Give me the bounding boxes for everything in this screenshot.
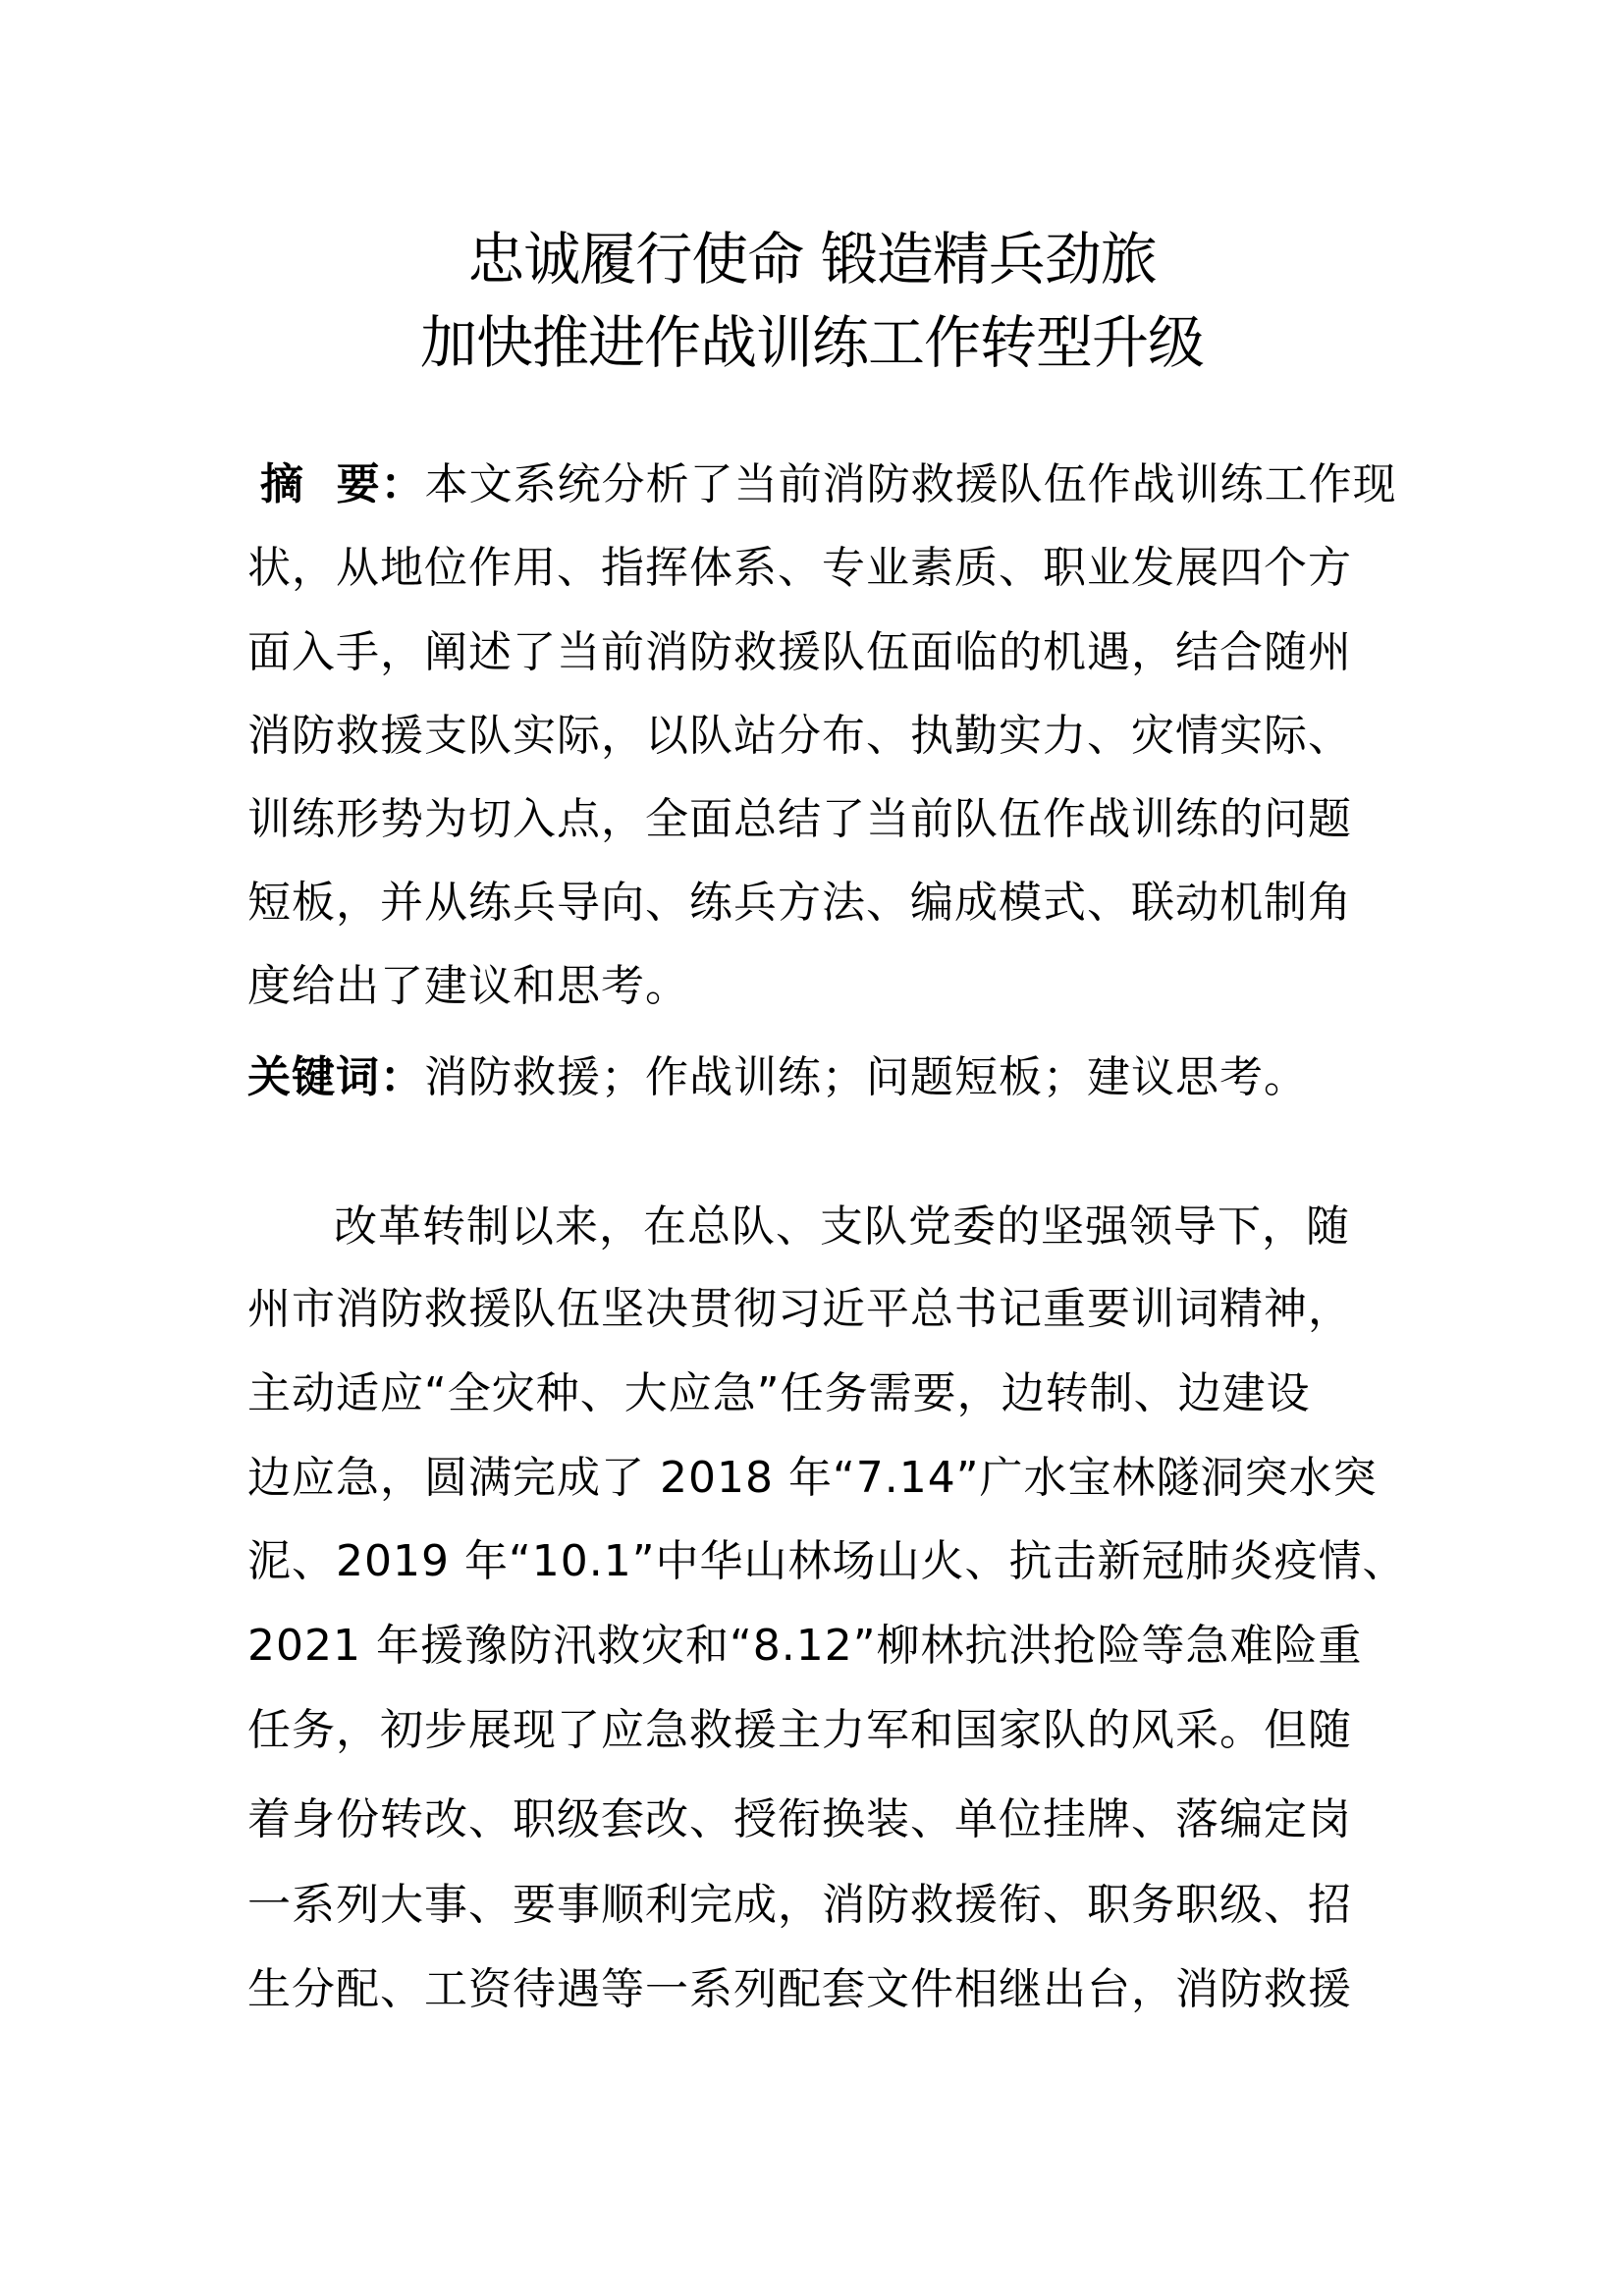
keywords-text: 消防救援；作战训练；问题短板；建议思考。 <box>424 1052 1308 1102</box>
body-line-4: 边应急，圆满完成了 2018 年“7.14”广水宝林隧洞突水突 <box>247 1453 1378 1503</box>
keywords-line <box>247 1053 1308 1102</box>
body-line-9: 一系列大事、要事顺利完成，消防救援衔、职务职级、招 <box>247 1880 1352 1930</box>
document-title-line-2: 加快推进作战训练工作转型升级 <box>419 309 1204 376</box>
abstract-line-3: 面入手，阐述了当前消防救援队伍面临的机遇，结合随州 <box>247 627 1352 677</box>
abstract-text: 本文系统分析了当前消防救援队伍作战训练工作现 <box>424 459 1397 509</box>
abstract-label: 摘 要： <box>260 459 425 509</box>
body-line-1: 改革转制以来，在总队、支队党委的坚强领导下，随 <box>334 1201 1350 1252</box>
body-line-10: 生分配、工资待遇等一系列配套文件相继出台，消防救援 <box>247 1964 1352 2014</box>
abstract-line-2: 状，从地位作用、指挥体系、专业素质、职业发展四个方 <box>247 543 1352 593</box>
abstract-line-7: 度给出了建议和思考。 <box>247 961 689 1011</box>
body-line-2: 州市消防救援队伍坚决贯彻习近平总书记重要训词精神， <box>247 1284 1352 1334</box>
body-line-3: 主动适应“全灾种、大应急”任务需要，边转制、边建设 <box>247 1368 1311 1418</box>
body-line-7: 任务，初步展现了应急救援主力军和国家队的风采。但随 <box>247 1705 1352 1755</box>
keywords-label: 关键词： <box>247 1052 424 1102</box>
abstract-line-1 <box>260 460 1397 509</box>
abstract-line-6: 短板，并从练兵导向、练兵方法、编成模式、联动机制角 <box>247 878 1352 928</box>
body-line-6: 2021 年援豫防汛救灾和“8.12”柳林抗洪抢险等急难险重 <box>247 1621 1363 1671</box>
body-line-8: 着身份转改、职级套改、授衔换装、单位挂牌、落编定岗 <box>247 1794 1352 1844</box>
document-title-line-1: 忠诚履行使命 锻造精兵劲旅 <box>467 226 1157 293</box>
abstract-line-4: 消防救援支队实际，以队站分布、执勤实力、灾情实际、 <box>247 711 1352 761</box>
abstract-line-5: 训练形势为切入点，全面总结了当前队伍作战训练的问题 <box>247 794 1352 844</box>
body-line-5: 泥、2019 年“10.1”中华山林场山火、抗击新冠肺炎疫情、 <box>247 1536 1407 1586</box>
